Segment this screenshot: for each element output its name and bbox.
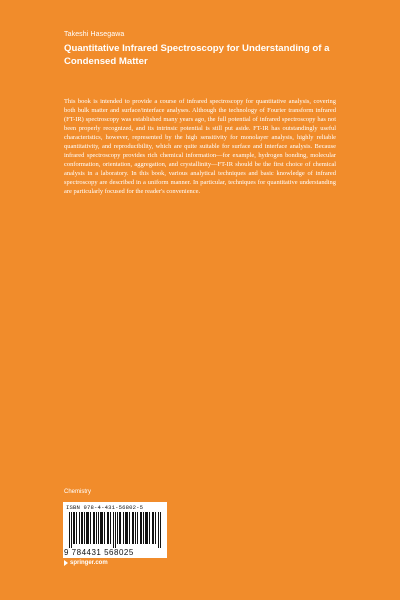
- ean-digits: 9 784431 568025: [64, 548, 134, 557]
- author-name: Takeshi Hasegawa: [64, 31, 125, 38]
- isbn-label: ISBN 978-4-431-56802-5: [66, 504, 144, 511]
- subject-category: Chemistry: [64, 489, 92, 495]
- publisher-url[interactable]: springer.com: [70, 560, 108, 566]
- barcode-icon: [69, 512, 163, 548]
- barcode-block: [63, 502, 167, 558]
- arrow-right-icon: [64, 560, 68, 566]
- publisher-link[interactable]: [64, 560, 108, 566]
- book-title: Quantitative Infrared Spectroscopy for Understanding of a Condensed Matter: [64, 43, 330, 67]
- book-description: This book is intended to provide a course of infrared spectroscopy for quantitative analysis, covering both bulk matter and surface/interface analyses. Although the technology of Fourier transform infrared (FT-IR) spectroscopy was established many years ago, the full potential of infrared spectroscopy has not been properly recognized, and its intrinsic potential is still put aside. FT-IR has outstandingly useful characteristics, however, represented by the high sensitivity for monolayer analysis, highly reliable quantitativity, and reproducibility, which are quite suitable for surface and interface analysis. Because infrared spectroscopy provides rich chemical information—for example, hydrogen bonding, molecular conformation, orientation, aggregation, and crystallinity—FT-IR should be the first choice of chemical analysis in a laboratory. In this book, various analytical techniques and basic knowledge of infrared spectroscopy are described in a uniform manner. In particular, techniques for quantitative understanding are particularly focused for the reader's convenience.: [64, 98, 336, 196]
